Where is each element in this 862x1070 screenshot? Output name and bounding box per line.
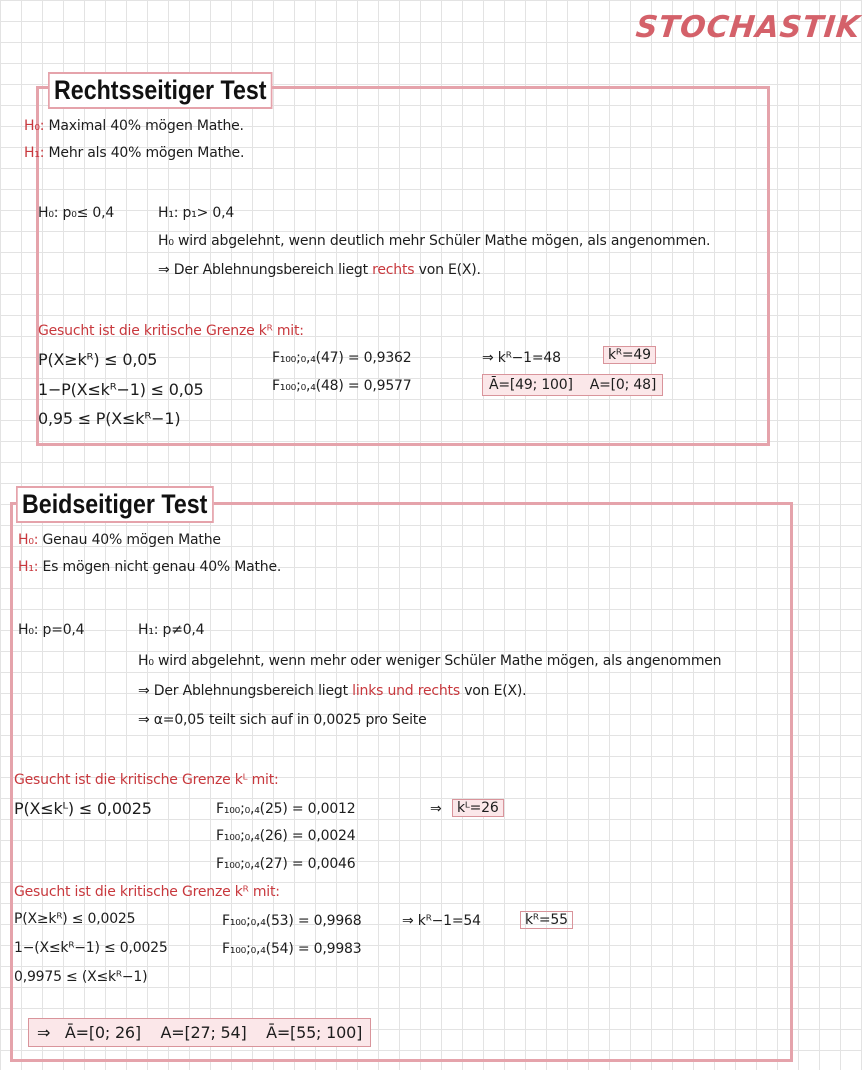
two-explanation: H₀ wird abgelehnt, wenn mehr oder weniger Schüler Mathe mögen, als angenommen bbox=[138, 653, 722, 669]
two-right-step-1: P(X≥kᴿ) ≤ 0,0025 bbox=[14, 911, 136, 927]
area-suffix: von E(X). bbox=[464, 683, 527, 699]
left-step: P(X≤kᴸ) ≤ 0,0025 bbox=[14, 799, 152, 818]
right-cdf-1: F₁₀₀;₀,₄(47) = 0,9362 bbox=[272, 350, 412, 366]
two-right-conclusion: ⇒ kᴿ−1=54 bbox=[402, 913, 481, 929]
left-cdf-2: F₁₀₀;₀,₄(26) = 0,0024 bbox=[216, 828, 356, 844]
right-search-label-2: Gesucht ist die kritische Grenze kᴿ mit: bbox=[14, 884, 280, 900]
area-highlight: rechts bbox=[372, 262, 415, 278]
right-cdf-2: F₁₀₀;₀,₄(48) = 0,9577 bbox=[272, 378, 412, 394]
two-right-step-3: 0,9975 ≤ (X≤kᴿ−1) bbox=[14, 969, 148, 985]
final-result-box bbox=[28, 1018, 371, 1047]
area-prefix: ⇒ Der Ablehnungsbereich liegt bbox=[138, 683, 348, 699]
right-kr-result: kᴿ=49 bbox=[603, 346, 656, 364]
h1-text: Es mögen nicht genau 40% Mathe. bbox=[42, 559, 282, 575]
h0-label: H₀: bbox=[18, 532, 39, 548]
kl-result: kᴸ=26 bbox=[452, 799, 504, 817]
final-arrow: ⇒ bbox=[37, 1023, 51, 1042]
final-left-rejection: Ā=[0; 26] bbox=[64, 1023, 141, 1042]
h1-text: Mehr als 40% mögen Mathe. bbox=[48, 145, 245, 161]
kr-result-2: kᴿ=55 bbox=[520, 911, 573, 929]
area-prefix: ⇒ Der Ablehnungsbereich liegt bbox=[158, 262, 368, 278]
two-right-cdf-1: F₁₀₀;₀,₄(53) = 0,9968 bbox=[222, 913, 362, 929]
right-result-box bbox=[482, 374, 663, 396]
right-acceptance-set: A=[0; 48] bbox=[589, 377, 657, 393]
two-right-cdf-2: F₁₀₀;₀,₄(54) = 0,9983 bbox=[222, 941, 362, 957]
alpha-note: ⇒ α=0,05 teilt sich auf in 0,0025 pro Seite bbox=[138, 712, 427, 728]
right-h0-line bbox=[24, 118, 244, 134]
left-cdf-1: F₁₀₀;₀,₄(25) = 0,0012 bbox=[216, 801, 356, 817]
right-step-2: 1−P(X≤kᴿ−1) ≤ 0,05 bbox=[38, 380, 204, 399]
two-h1-formal: H₁: p≠0,4 bbox=[138, 622, 205, 638]
right-conclusion: ⇒ kᴿ−1=48 bbox=[482, 350, 561, 366]
right-explanation: H₀ wird abgelehnt, wenn deutlich mehr Schüler Mathe mögen, als angenommen. bbox=[158, 233, 711, 249]
h0-text: Maximal 40% mögen Mathe. bbox=[48, 118, 244, 134]
two-sided-heading: Beidseitiger Test bbox=[16, 486, 213, 523]
final-acceptance: A=[27; 54] bbox=[160, 1023, 247, 1042]
h0-label: H₀: bbox=[24, 118, 45, 134]
two-h0-formal: H₀: p=0,4 bbox=[18, 622, 85, 638]
right-step-1: P(X≥kᴿ) ≤ 0,05 bbox=[38, 350, 158, 369]
right-test-heading: Rechtsseitiger Test bbox=[48, 72, 273, 109]
right-step-3: 0,95 ≤ P(X≤kᴿ−1) bbox=[38, 409, 181, 428]
right-search-label: Gesucht ist die kritische Grenze kᴿ mit: bbox=[38, 323, 304, 339]
left-cdf-3: F₁₀₀;₀,₄(27) = 0,0046 bbox=[216, 856, 356, 872]
area-highlight: links und rechts bbox=[352, 683, 460, 699]
two-h0-line bbox=[18, 532, 221, 548]
two-area-note bbox=[138, 683, 526, 699]
right-h1-line bbox=[24, 145, 244, 161]
two-h1-line bbox=[18, 559, 281, 575]
right-h0-formal: H₀: p₀≤ 0,4 bbox=[38, 205, 115, 221]
final-right-rejection: Ā=[55; 100] bbox=[266, 1023, 363, 1042]
subject-tag: STOCHASTIK bbox=[634, 10, 862, 45]
right-h1-formal: H₁: p₁> 0,4 bbox=[158, 205, 235, 221]
left-search-label: Gesucht ist die kritische Grenze kᴸ mit: bbox=[14, 772, 279, 788]
right-rejection-set: Ā=[49; 100] bbox=[489, 377, 573, 393]
left-arrow: ⇒ bbox=[430, 801, 442, 817]
right-area-note bbox=[158, 262, 481, 278]
h0-text: Genau 40% mögen Mathe bbox=[42, 532, 221, 548]
two-right-step-2: 1−(X≤kᴿ−1) ≤ 0,0025 bbox=[14, 940, 168, 956]
area-suffix: von E(X). bbox=[418, 262, 481, 278]
h1-label: H₁: bbox=[24, 145, 45, 161]
h1-label: H₁: bbox=[18, 559, 39, 575]
